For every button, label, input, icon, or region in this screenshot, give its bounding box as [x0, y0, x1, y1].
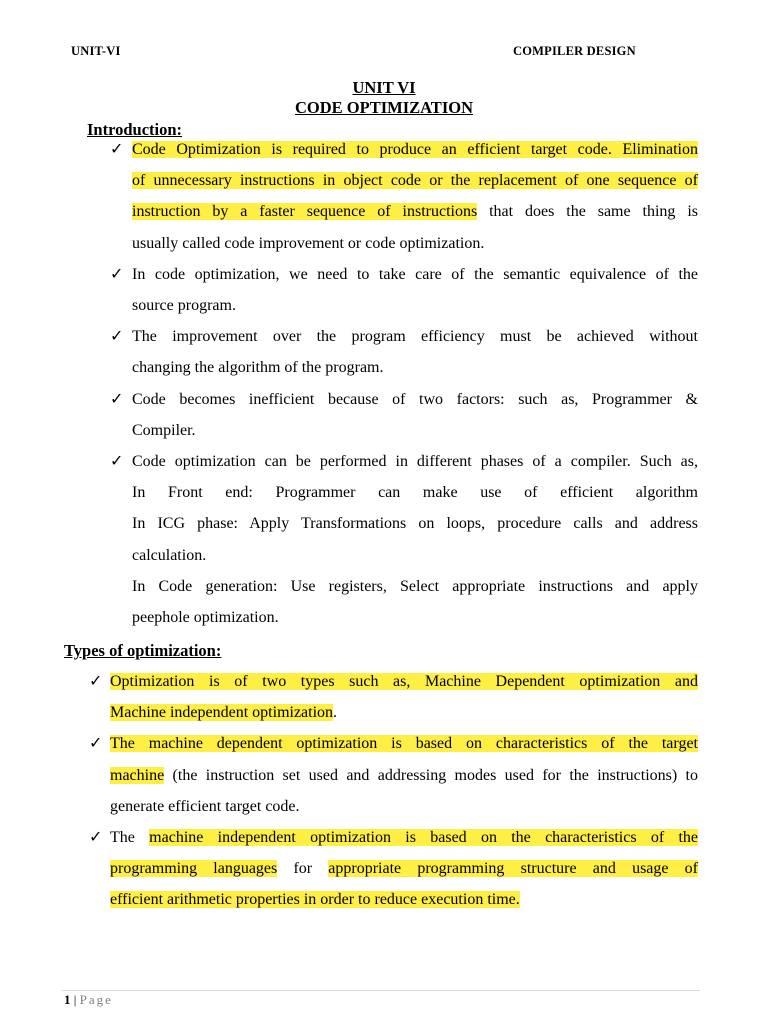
highlighted-text: machine	[110, 766, 165, 784]
text-line	[132, 477, 698, 508]
check-icon: ✓	[89, 735, 103, 753]
highlighted-text: programming languages	[110, 860, 278, 878]
intro-bullet-5	[132, 446, 698, 633]
text-segment: usually called code improvement or code optimization.	[132, 234, 485, 252]
text-segment: The	[110, 829, 150, 846]
check-icon: ✓	[110, 390, 124, 408]
text-segment: Code becomes inefficient because of two factors: such as, Programmer &	[132, 390, 698, 408]
text-line	[132, 446, 698, 477]
text-segment: for	[277, 860, 329, 878]
highlighted-text: Optimization is of two types such as, Machine Dependent optimization and	[110, 673, 698, 690]
text-line	[110, 822, 698, 853]
text-line	[132, 259, 698, 290]
text-line	[132, 228, 698, 259]
text-segment: (the instruction set used and addressing modes used for the instructions) to	[164, 766, 698, 784]
text-line	[132, 352, 698, 383]
text-segment: changing the algorithm of the program.	[132, 359, 384, 377]
highlighted-text: Code Optimization is required to produce an efficient target code. Elimination	[132, 141, 698, 158]
check-icon: ✓	[110, 265, 124, 283]
text-segment: peephole optimization.	[132, 609, 279, 627]
unit-title: UNIT VI	[352, 78, 416, 97]
chapter-title: CODE OPTIMIZATION	[294, 98, 473, 117]
text-segment: Compiler.	[132, 421, 196, 439]
text-line	[132, 196, 698, 227]
text-line	[132, 602, 698, 633]
introduction-heading: Introduction:	[87, 120, 183, 139]
highlighted-text: efficient arithmetic properties in order to reduce execution time.	[110, 891, 520, 909]
highlighted-text: appropriate programming structure and usage of	[328, 860, 699, 878]
text-segment: The improvement over the program efficiency must be achieved without	[132, 328, 698, 346]
text-line	[110, 760, 698, 791]
page-number: 1	[64, 992, 71, 1007]
types-bullet-2	[110, 728, 698, 822]
check-icon: ✓	[110, 453, 124, 470]
text-line	[110, 884, 698, 915]
highlighted-text: The machine dependent optimization is based on characteristics of the target	[110, 735, 698, 753]
text-segment: source program.	[132, 297, 236, 314]
intro-bullet-4	[132, 384, 698, 446]
text-line	[132, 165, 698, 196]
types-bullet-3	[110, 822, 698, 916]
text-line	[132, 134, 698, 165]
text-line	[110, 728, 698, 759]
check-icon: ✓	[110, 328, 124, 346]
text-line	[132, 415, 698, 446]
footer-separator: |	[70, 992, 80, 1007]
highlighted-text: instruction by a faster sequence of instructions	[132, 203, 478, 221]
text-line	[132, 384, 698, 415]
types-bullet-1	[110, 666, 698, 728]
intro-bullet-1	[132, 134, 698, 259]
text-line	[110, 853, 698, 884]
footer-divider	[62, 990, 700, 991]
page-footer	[64, 992, 113, 1008]
highlighted-text: machine independent optimization is based on the characteristics of the	[149, 829, 699, 846]
highlighted-text: of unnecessary instructions in object code or the replacement of one sequence of	[132, 172, 698, 190]
text-segment: In Front end: Programmer can make use of efficient algorithm	[132, 484, 698, 502]
page-label: Page	[79, 992, 113, 1007]
header-unit-label: UNIT-VI	[71, 44, 121, 58]
text-segment: In code optimization, we need to take care of the semantic equivalence of the	[132, 265, 698, 283]
intro-bullet-3	[132, 321, 698, 383]
text-line	[132, 508, 698, 539]
header-course-label: COMPILER DESIGN	[513, 44, 636, 58]
text-line	[132, 571, 698, 602]
check-icon: ✓	[89, 673, 103, 690]
text-line	[132, 540, 698, 571]
text-segment: calculation.	[132, 546, 207, 564]
intro-bullet-2	[132, 259, 698, 321]
types-heading: Types of optimization:	[64, 641, 222, 660]
text-segment: generate efficient target code.	[110, 797, 300, 815]
text-segment: In Code generation: Use registers, Select appropriate instructions and apply	[132, 577, 698, 595]
check-icon: ✓	[89, 829, 103, 846]
text-line	[110, 697, 698, 728]
text-line	[110, 666, 698, 697]
text-segment: Code optimization can be performed in different phases of a compiler. Such as,	[132, 453, 698, 470]
text-segment: In ICG phase: Apply Transformations on loops, procedure calls and address	[132, 515, 698, 533]
check-icon: ✓	[110, 141, 124, 158]
text-line	[110, 791, 698, 822]
highlighted-text: Machine independent optimization	[110, 704, 334, 722]
text-segment: .	[333, 704, 338, 722]
text-line	[132, 290, 698, 321]
text-segment: that does the same thing is	[477, 203, 698, 221]
text-line	[132, 321, 698, 352]
